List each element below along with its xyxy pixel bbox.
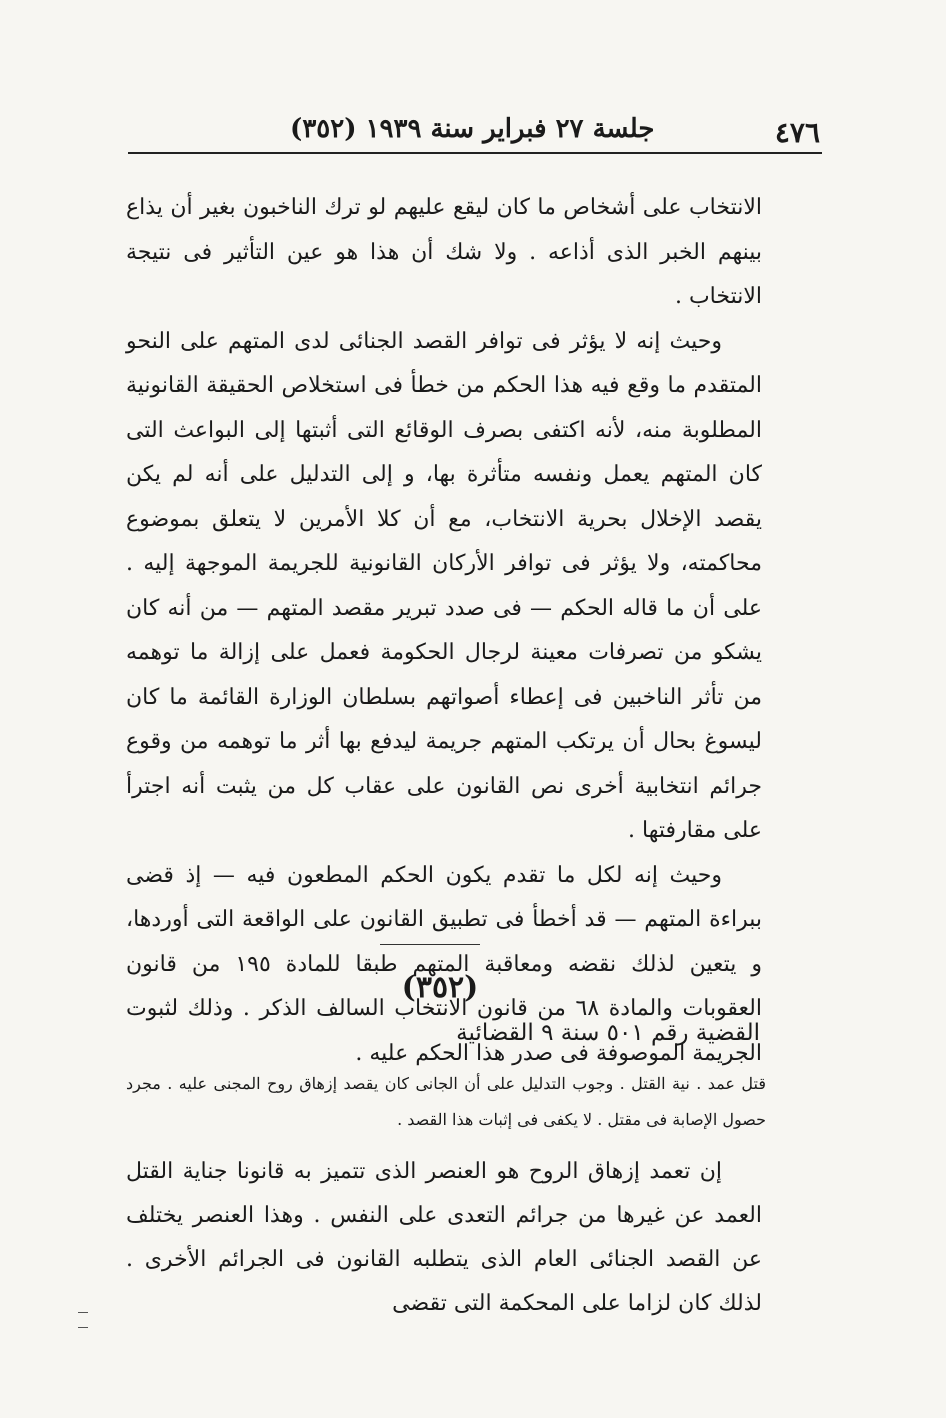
section-divider <box>380 944 480 945</box>
case-reference: القضية رقم ٥٠١ سنة ٩ القضائية <box>456 1020 760 1046</box>
paragraph-3: وحيث إنه لكل ما تقدم يكون الحكم المطعون فيه — إذ قضى ببراءة المتهم — قد أخطأ فى تطبيق القانون على الواقعة التى أوردها، و يتعين لذلك نقضه ومعاقبة المتهم طبقا للمادة ١٩٥ من قانون العقوبات والمادة ٦٨ من قانون الانتخاب السالف الذكر . وذلك لثبوت الجريمة الموصوفة فى صدر هذا الحكم عليه . <box>126 862 762 1066</box>
page-number: ٤٧٦ <box>774 116 820 149</box>
summary-text: قتل عمد . نية القتل . وجوب التدليل على أن الجانى كان يقصد إزهاق روح المجنى عليه . مجرد حصول الإصابة فى مقتل . لا يكفى فى إثبات هذا القصد . <box>126 1074 766 1129</box>
case-summary <box>126 1066 766 1138</box>
case-body-text <box>126 1150 762 1326</box>
case-number: (٣٥٢) <box>401 970 479 1005</box>
margin-mark <box>78 1312 88 1328</box>
header-rule <box>128 152 822 154</box>
running-header-title: جلسة ٢٧ فبراير سنة ١٩٣٩ (٣٥٢) <box>290 114 655 144</box>
main-text <box>126 186 762 1076</box>
paragraph-1: الانتخاب على أشخاص ما كان ليقع عليهم لو ترك الناخبون بغير أن يذاع بينهم الخبر الذى أذاعه . ولا شك أن هذا هو عين التأثير فى نتيجة الانتخاب . <box>126 195 762 309</box>
paragraph-2: وحيث إنه لا يؤثر فى توافر القصد الجنائى لدى المتهم على النحو المتقدم ما وقع فيه هذا الحكم من خطأ فى استخلاص الحقيقة القانونية المطلوبة منه، لأنه اكتفى بصرف الوقائع التى أثبتها إلى البواعث التى كان المتهم يعمل ونفسه متأثرة بها، و إلى التدليل على أنه لم يكن يقصد الإخلال بحرية الانتخاب، مع أن كلا الأمرين لا يتعلق بموضوع محاكمته، ولا يؤثر فى توافر الأركان القانونية للجريمة الموجهة إليه . على أن ما قاله الحكم — فى صدد تبرير مقصد المتهم — من أنه كان يشكو من تصرفات معينة لرجال الحكومة فعمل على إزالة ما توهمه من تأثر الناخبين فى إعطاء أصواتهم بسلطان الوزارة القائمة ما كان ليسوغ بحال أن يرتكب المتهم جريمة ليدفع بها أثر ما توهمه من وقوع جرائم انتخابية أخرى نص القانون على عقاب كل من يثبت أنه اجترأ على مقارفتها . <box>126 328 762 843</box>
page-header <box>120 110 820 150</box>
case-paragraph-1: إن تعمد إزهاق الروح هو العنصر الذى تتميز به قانونا جناية القتل العمد عن غيرها من جرائم التعدى على النفس . وهذا العنصر يختلف عن القصد الجنائى العام الذى يتطلبه القانون فى الجرائم الأخرى . لذلك كان لزاما على المحكمة التى تقضى <box>126 1159 763 1316</box>
